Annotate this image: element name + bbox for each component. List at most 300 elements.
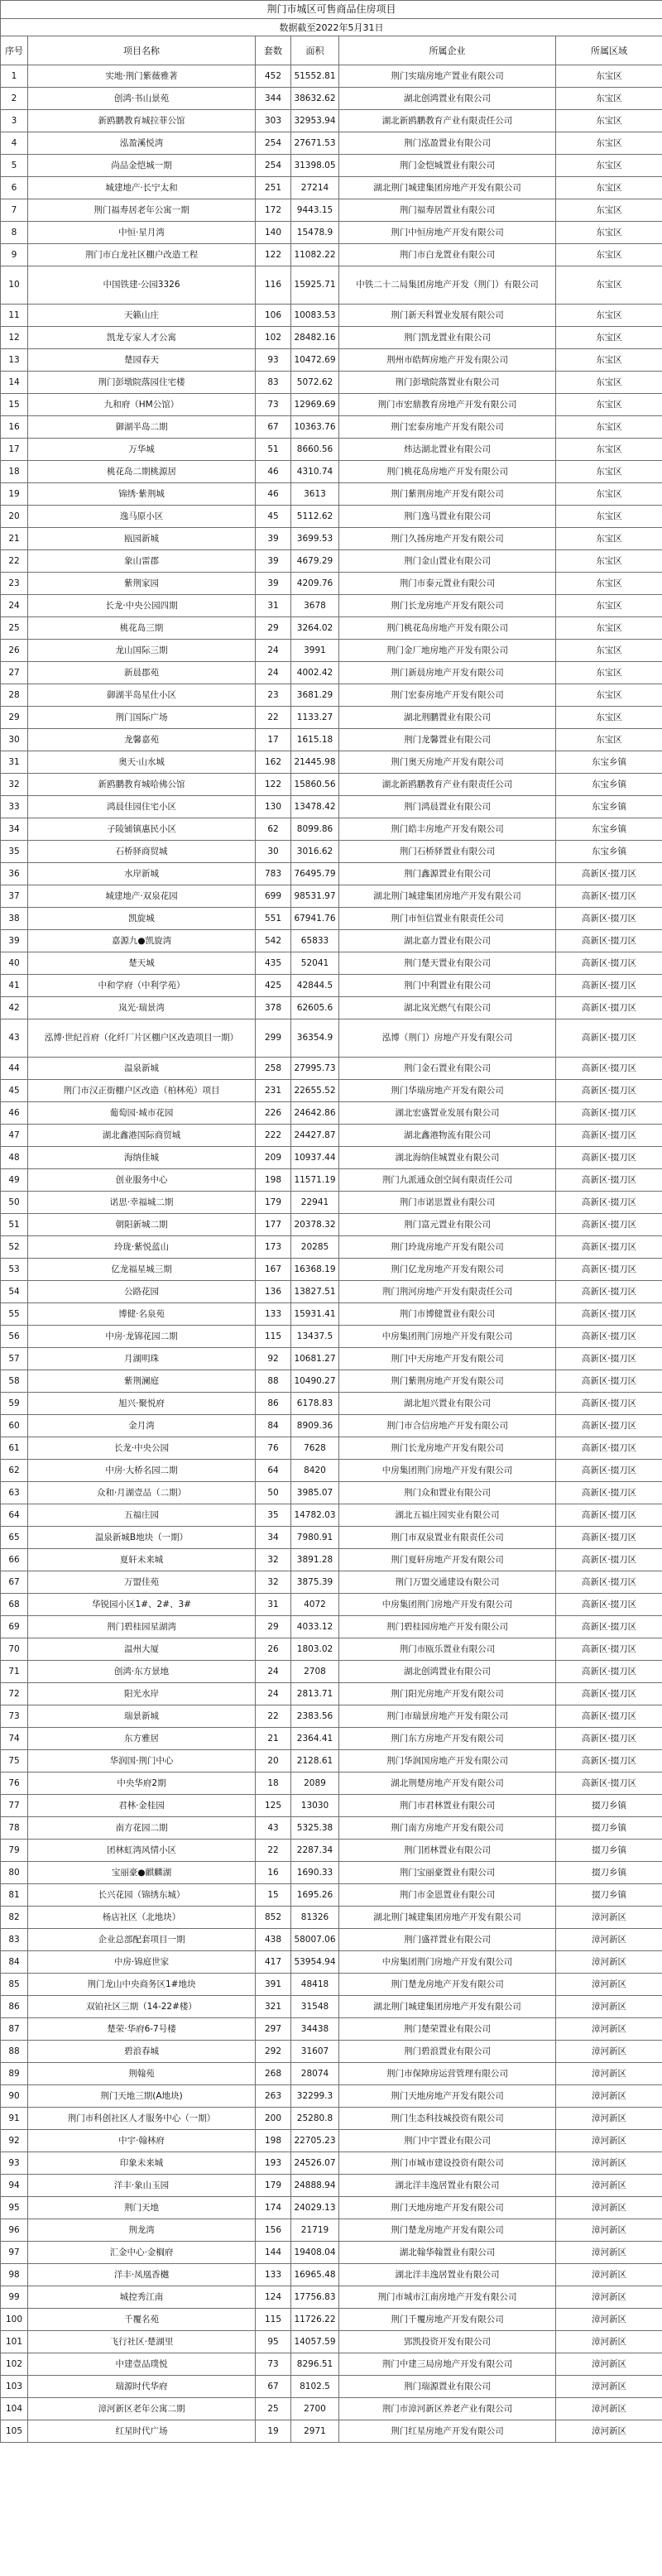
project-name: 新晨郡苑: [28, 662, 256, 684]
floor-area: 14057.59: [291, 2331, 339, 2353]
project-name: 荆翰苑: [28, 2063, 256, 2085]
table-row: [1, 132, 662, 155]
floor-area: 27214: [291, 177, 339, 199]
project-name: 温州大厦: [28, 1638, 256, 1661]
row-index: 2: [1, 88, 28, 110]
company-name: 中房集团荆门房地产开发有限公司: [339, 1460, 556, 1482]
floor-area: 22941: [291, 1192, 339, 1214]
region-name: 漳河新区: [556, 2331, 662, 2353]
region-name: 高新区·掇刀区: [556, 1348, 662, 1370]
project-name: 温泉新城: [28, 1058, 256, 1080]
row-index: 10: [1, 266, 28, 305]
floor-area: 24029.13: [291, 2197, 339, 2219]
row-index: 4: [1, 132, 28, 155]
row-index: 92: [1, 2130, 28, 2152]
row-index: 34: [1, 818, 28, 841]
company-name: 荆门团林置业有限公司: [339, 1840, 556, 1862]
project-name: 城建地产·双泉花园: [28, 885, 256, 908]
company-name: 荆门楚天置业有限公司: [339, 952, 556, 975]
unit-count: 124: [256, 2286, 291, 2309]
floor-area: 4209.76: [291, 573, 339, 595]
unit-count: 73: [256, 394, 291, 416]
unit-count: 29: [256, 1616, 291, 1638]
unit-count: 22: [256, 1840, 291, 1862]
project-name: 楚园春天: [28, 349, 256, 372]
unit-count: 209: [256, 1147, 291, 1169]
company-name: 荆门东方房地产开发有限公司: [339, 1728, 556, 1750]
company-name: 泓博（荆门）房地产开发有限公司: [339, 1019, 556, 1058]
company-name: 荆门金恺城置业有限公司: [339, 155, 556, 177]
table-row: [1, 1326, 662, 1348]
project-name: 创业服务中心: [28, 1169, 256, 1192]
table-row: [1, 1907, 662, 1929]
region-name: 掇刀乡镇: [556, 1840, 662, 1862]
floor-area: 20378.32: [291, 1214, 339, 1236]
table-row: [1, 2242, 662, 2264]
company-name: 湖北洋丰逸居置业有限公司: [339, 2175, 556, 2197]
region-name: 高新区·掇刀区: [556, 1661, 662, 1683]
header-units: 套数: [256, 36, 291, 65]
company-name: 荆门紫荆房地产开发有限公司: [339, 1370, 556, 1393]
unit-count: 20: [256, 1750, 291, 1772]
unit-count: 179: [256, 1192, 291, 1214]
unit-count: 106: [256, 305, 291, 327]
floor-area: 3875.39: [291, 1571, 339, 1594]
floor-area: 65833: [291, 930, 339, 952]
company-name: 荆门鑫源置业有限公司: [339, 863, 556, 885]
unit-count: 297: [256, 2018, 291, 2041]
table-row: [1, 1348, 662, 1370]
row-index: 59: [1, 1393, 28, 1415]
region-name: 漳河新区: [556, 2264, 662, 2286]
table-row: [1, 2130, 662, 2152]
table-row: [1, 2041, 662, 2063]
unit-count: 378: [256, 997, 291, 1019]
project-name: 石桥驿商贸城: [28, 841, 256, 863]
region-name: 高新区·掇刀区: [556, 1437, 662, 1460]
region-name: 漳河新区: [556, 2175, 662, 2197]
table-row: [1, 997, 662, 1019]
floor-area: 5325.38: [291, 1817, 339, 1840]
row-index: 38: [1, 908, 28, 930]
row-index: 84: [1, 1951, 28, 1974]
floor-area: 10490.27: [291, 1370, 339, 1393]
table-row: [1, 2018, 662, 2041]
unit-count: 172: [256, 199, 291, 222]
region-name: 高新区·掇刀区: [556, 1058, 662, 1080]
unit-count: 254: [256, 155, 291, 177]
project-name: 东方雅居: [28, 1728, 256, 1750]
row-index: 80: [1, 1862, 28, 1884]
floor-area: 34438: [291, 2018, 339, 2041]
floor-area: 13827.51: [291, 1281, 339, 1303]
floor-area: 31398.05: [291, 155, 339, 177]
project-name: 荆门国际广场: [28, 707, 256, 729]
floor-area: 24427.87: [291, 1125, 339, 1147]
company-name: 湖北嘉力置业有限公司: [339, 930, 556, 952]
project-name: 碧浪春城: [28, 2041, 256, 2063]
company-name: 湖北新鸥鹏教育产业有限责任公司: [339, 774, 556, 796]
region-name: 漳河新区: [556, 2376, 662, 2398]
row-index: 58: [1, 1370, 28, 1393]
row-index: 75: [1, 1750, 28, 1772]
unit-count: 140: [256, 222, 291, 244]
company-name: 荆门龙馨置业有限公司: [339, 729, 556, 751]
table-row: [1, 2420, 662, 2443]
project-name: 荆门天地: [28, 2197, 256, 2219]
region-name: 高新区·掇刀区: [556, 1019, 662, 1058]
unit-count: 435: [256, 952, 291, 975]
company-name: 荆门市君林置业有限公司: [339, 1795, 556, 1817]
floor-area: 3681.29: [291, 684, 339, 707]
table-row: [1, 1393, 662, 1415]
project-name: 荆门碧桂园星湖湾: [28, 1616, 256, 1638]
row-index: 39: [1, 930, 28, 952]
project-name: 南方花园二期: [28, 1817, 256, 1840]
company-name: 湖北翰华翰置业有限公司: [339, 2242, 556, 2264]
floor-area: 8102.5: [291, 2376, 339, 2398]
floor-area: 2364.41: [291, 1728, 339, 1750]
region-name: 东宝区: [556, 506, 662, 528]
table-row: [1, 684, 662, 707]
row-index: 102: [1, 2353, 28, 2376]
table-row: [1, 88, 662, 110]
floor-area: 24526.07: [291, 2152, 339, 2175]
region-name: 漳河新区: [556, 2420, 662, 2443]
company-name: 荆门市金恩置业有限公司: [339, 1884, 556, 1907]
floor-area: 62605.6: [291, 997, 339, 1019]
project-name: 众和·月湖壹品（二期）: [28, 1482, 256, 1504]
row-index: 45: [1, 1080, 28, 1102]
company-name: 湖北荆门城建集团房地产开发有限公司: [339, 1907, 556, 1929]
row-index: 12: [1, 327, 28, 349]
row-index: 63: [1, 1482, 28, 1504]
company-name: 湖北荆鹏置业有限公司: [339, 707, 556, 729]
row-index: 74: [1, 1728, 28, 1750]
floor-area: 19408.04: [291, 2242, 339, 2264]
company-name: 荆门华润国房地产开发有限公司: [339, 1750, 556, 1772]
row-index: 42: [1, 997, 28, 1019]
project-name: 长龙·中央公园: [28, 1437, 256, 1460]
region-name: 东宝区: [556, 244, 662, 266]
region-name: 东宝区: [556, 550, 662, 573]
unit-count: 22: [256, 1705, 291, 1728]
region-name: 高新区·掇刀区: [556, 1571, 662, 1594]
region-name: 漳河新区: [556, 2063, 662, 2085]
region-name: 东宝区: [556, 372, 662, 394]
region-name: 高新区·掇刀区: [556, 1683, 662, 1705]
company-name: 荆门市白龙置业有限公司: [339, 244, 556, 266]
company-name: 中房集团荆门房地产开发有限公司: [339, 1326, 556, 1348]
unit-count: 67: [256, 416, 291, 439]
row-index: 81: [1, 1884, 28, 1907]
unit-count: 67: [256, 2376, 291, 2398]
row-index: 33: [1, 796, 28, 818]
row-index: 89: [1, 2063, 28, 2085]
floor-area: 11726.22: [291, 2309, 339, 2331]
floor-area: 11571.19: [291, 1169, 339, 1192]
unit-count: 31: [256, 595, 291, 617]
table-row: [1, 461, 662, 483]
project-name: 荆门市白龙社区棚户改造工程: [28, 244, 256, 266]
company-name: 荆门市诺思置业有限公司: [339, 1192, 556, 1214]
table-row: [1, 2063, 662, 2085]
company-name: 荆门楚龙房地产开发有限公司: [339, 1974, 556, 1996]
unit-count: 133: [256, 1303, 291, 1326]
floor-area: 1133.27: [291, 707, 339, 729]
table-row: [1, 1482, 662, 1504]
row-index: 86: [1, 1996, 28, 2018]
table-row: [1, 796, 662, 818]
row-index: 70: [1, 1638, 28, 1661]
project-name: 长兴花园（锦绣东城）: [28, 1884, 256, 1907]
table-row: [1, 1683, 662, 1705]
row-index: 103: [1, 2376, 28, 2398]
project-name: 泓盈溪悦湾: [28, 132, 256, 155]
table-row: [1, 372, 662, 394]
company-name: 荆门久扬房地产开发有限公司: [339, 528, 556, 550]
region-name: 东宝区: [556, 65, 662, 88]
table-row: [1, 1594, 662, 1616]
region-name: 掇刀乡镇: [556, 1795, 662, 1817]
company-name: 荆门石桥驿置业有限公司: [339, 841, 556, 863]
company-name: 荆门天地房地产开发有限公司: [339, 2085, 556, 2108]
unit-count: 25: [256, 2398, 291, 2420]
unit-count: 699: [256, 885, 291, 908]
row-index: 79: [1, 1840, 28, 1862]
project-name: 金月湾: [28, 1415, 256, 1437]
table-row: [1, 1862, 662, 1884]
region-name: 高新区·掇刀区: [556, 1214, 662, 1236]
unit-count: 254: [256, 132, 291, 155]
row-index: 23: [1, 573, 28, 595]
floor-area: 2287.34: [291, 1840, 339, 1862]
table-row: [1, 506, 662, 528]
floor-area: 15478.9: [291, 222, 339, 244]
row-index: 18: [1, 461, 28, 483]
floor-area: 3613: [291, 483, 339, 506]
company-name: 荆门天地房地产开发有限公司: [339, 2197, 556, 2219]
row-index: 9: [1, 244, 28, 266]
company-name: 荆门泓盈置业有限公司: [339, 132, 556, 155]
region-name: 高新区·掇刀区: [556, 1549, 662, 1571]
unit-count: 18: [256, 1772, 291, 1795]
floor-area: 24642.86: [291, 1102, 339, 1125]
region-name: 高新区·掇刀区: [556, 1147, 662, 1169]
floor-area: 32299.3: [291, 2085, 339, 2108]
region-name: 东宝乡镇: [556, 796, 662, 818]
floor-area: 5072.62: [291, 372, 339, 394]
project-name: 亿龙福星城三期: [28, 1259, 256, 1281]
unit-count: 167: [256, 1259, 291, 1281]
unit-count: 452: [256, 65, 291, 88]
region-name: 漳河新区: [556, 1996, 662, 2018]
project-name: 奥天·山水城: [28, 751, 256, 774]
company-name: 湖北荆门城建集团房地产开发有限公司: [339, 1996, 556, 2018]
row-index: 57: [1, 1348, 28, 1370]
floor-area: 42844.5: [291, 975, 339, 997]
floor-area: 7980.91: [291, 1527, 339, 1549]
row-index: 44: [1, 1058, 28, 1080]
region-name: 高新区·掇刀区: [556, 1527, 662, 1549]
floor-area: 51552.81: [291, 65, 339, 88]
region-name: 高新区·掇刀区: [556, 1303, 662, 1326]
unit-count: 193: [256, 2152, 291, 2175]
table-row: [1, 65, 662, 88]
company-name: 荆门鸿晨置业有限公司: [339, 796, 556, 818]
company-name: 荆门夏轩房地产开发有限公司: [339, 1549, 556, 1571]
row-index: 90: [1, 2085, 28, 2108]
table-row: [1, 528, 662, 550]
region-name: 漳河新区: [556, 1929, 662, 1951]
floor-area: 3891.28: [291, 1549, 339, 1571]
floor-area: 4072: [291, 1594, 339, 1616]
floor-area: 2708: [291, 1661, 339, 1683]
company-name: 荆门桃花岛房地产开发有限公司: [339, 461, 556, 483]
unit-count: 83: [256, 372, 291, 394]
row-index: 1: [1, 65, 28, 88]
project-name: 桃花岛二期桃源居: [28, 461, 256, 483]
unit-count: 144: [256, 2242, 291, 2264]
floor-area: 38632.62: [291, 88, 339, 110]
project-name: 龙山国际三期: [28, 640, 256, 662]
row-index: 93: [1, 2152, 28, 2175]
table-row: [1, 305, 662, 327]
region-name: 东宝区: [556, 640, 662, 662]
company-name: 荆门金石置业有限公司: [339, 1058, 556, 1080]
floor-area: 27671.53: [291, 132, 339, 155]
row-index: 11: [1, 305, 28, 327]
table-row: [1, 975, 662, 997]
project-name: 凯龙专家人才公寓: [28, 327, 256, 349]
unit-count: 122: [256, 244, 291, 266]
floor-area: 58007.06: [291, 1929, 339, 1951]
region-name: 漳河新区: [556, 2108, 662, 2130]
project-name: 中国铁建·公园3326: [28, 266, 256, 305]
company-name: 荆门众和置业有限公司: [339, 1482, 556, 1504]
floor-area: 8099.86: [291, 818, 339, 841]
company-name: 湖北海纳佳城置业有限公司: [339, 1147, 556, 1169]
table-row: [1, 244, 662, 266]
row-index: 83: [1, 1929, 28, 1951]
unit-count: 231: [256, 1080, 291, 1102]
floor-area: 1690.33: [291, 1862, 339, 1884]
region-name: 高新区·掇刀区: [556, 1460, 662, 1482]
row-index: 85: [1, 1974, 28, 1996]
company-name: 荆门市保障房运营管理有限公司: [339, 2063, 556, 2085]
floor-area: 2700: [291, 2398, 339, 2420]
company-name: 湖北荆门城建集团房地产开发有限公司: [339, 177, 556, 199]
header-region: 所属区域: [556, 36, 662, 65]
unit-count: 292: [256, 2041, 291, 2063]
row-index: 27: [1, 662, 28, 684]
table-row: [1, 573, 662, 595]
unit-count: 88: [256, 1370, 291, 1393]
region-name: 东宝区: [556, 305, 662, 327]
row-index: 62: [1, 1460, 28, 1482]
region-name: 东宝乡镇: [556, 841, 662, 863]
region-name: 东宝区: [556, 729, 662, 751]
table-row: [1, 1750, 662, 1772]
region-name: 高新区·掇刀区: [556, 1616, 662, 1638]
region-name: 高新区·掇刀区: [556, 1080, 662, 1102]
table-row: [1, 1102, 662, 1125]
row-index: 66: [1, 1549, 28, 1571]
project-name: 诺思·幸福城二期: [28, 1192, 256, 1214]
region-name: 东宝区: [556, 88, 662, 110]
company-name: 荆门中建三局房地产开发有限公司: [339, 2353, 556, 2376]
project-name: 荆门市科创社区人才服务中心（一期）: [28, 2108, 256, 2130]
unit-count: 177: [256, 1214, 291, 1236]
unit-count: 73: [256, 2353, 291, 2376]
project-name: 洋丰·凤凰香樾: [28, 2264, 256, 2286]
floor-area: 10937.44: [291, 1147, 339, 1169]
company-name: 荆门中天房地产开发有限公司: [339, 1348, 556, 1370]
table-row: [1, 1549, 662, 1571]
unit-count: 95: [256, 2331, 291, 2353]
region-name: 漳河新区: [556, 2242, 662, 2264]
company-name: 荆门盛祥置业有限公司: [339, 1929, 556, 1951]
project-name: 红星时代广场: [28, 2420, 256, 2443]
project-name: 温泉新城B地块（一期）: [28, 1527, 256, 1549]
company-name: 荆门新晨房地产开发有限公司: [339, 662, 556, 684]
company-name: 荆门中恒房地产开发有限公司: [339, 222, 556, 244]
region-name: 漳河新区: [556, 2130, 662, 2152]
unit-count: 51: [256, 439, 291, 461]
row-index: 99: [1, 2286, 28, 2309]
table-row: [1, 1996, 662, 2018]
company-name: 荆门市城市江南房地产开发有限公司: [339, 2286, 556, 2309]
floor-area: 11082.22: [291, 244, 339, 266]
project-name: 桃花岛三期: [28, 617, 256, 640]
project-name: 华润国·荆门中心: [28, 1750, 256, 1772]
region-name: 高新区·掇刀区: [556, 1638, 662, 1661]
floor-area: 1615.18: [291, 729, 339, 751]
unit-count: 344: [256, 88, 291, 110]
floor-area: 15931.41: [291, 1303, 339, 1326]
row-index: 21: [1, 528, 28, 550]
table-row: [1, 617, 662, 640]
project-name: 新鸥鹏教育城拉菲公馆: [28, 110, 256, 132]
row-index: 78: [1, 1817, 28, 1840]
region-name: 东宝乡镇: [556, 751, 662, 774]
row-index: 50: [1, 1192, 28, 1214]
unit-count: 19: [256, 2420, 291, 2443]
row-index: 3: [1, 110, 28, 132]
region-name: 高新区·掇刀区: [556, 1750, 662, 1772]
project-name: 九和府（HM公馆）: [28, 394, 256, 416]
table-row: [1, 1840, 662, 1862]
project-name: 博健·名泉苑: [28, 1303, 256, 1326]
region-name: 东宝区: [556, 684, 662, 707]
table-row: [1, 1125, 662, 1147]
floor-area: 21719: [291, 2219, 339, 2242]
row-index: 65: [1, 1527, 28, 1549]
project-name: 夏轩未来城: [28, 1549, 256, 1571]
project-name: 中央华府2期: [28, 1772, 256, 1795]
floor-area: 15860.56: [291, 774, 339, 796]
unit-count: 115: [256, 1326, 291, 1348]
unit-count: 222: [256, 1125, 291, 1147]
row-index: 87: [1, 2018, 28, 2041]
row-index: 51: [1, 1214, 28, 1236]
project-name: 万华城: [28, 439, 256, 461]
floor-area: 10083.53: [291, 305, 339, 327]
region-name: 东宝区: [556, 222, 662, 244]
company-name: 荆门宏泰房地产开发有限公司: [339, 416, 556, 439]
unit-count: 116: [256, 266, 291, 305]
row-index: 15: [1, 394, 28, 416]
